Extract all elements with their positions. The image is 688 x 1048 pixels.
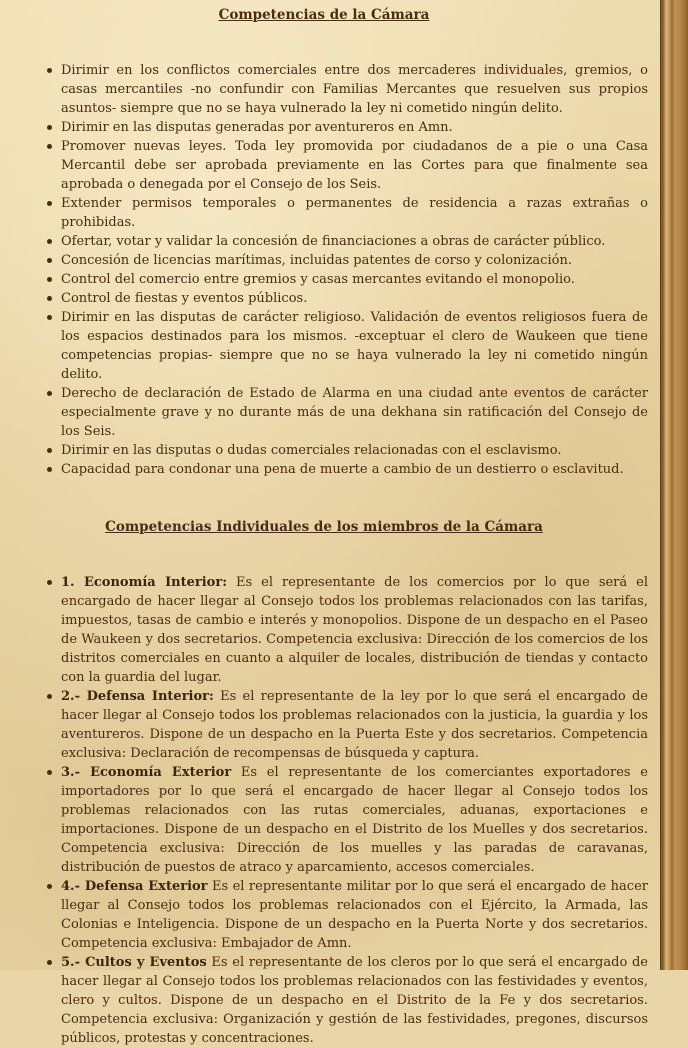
member-item-defensa-interior [61, 687, 648, 763]
list-item: Control de fiestas y eventos públicos. [61, 289, 648, 308]
list-item: Promover nuevas leyes. Toda ley promovida por ciudadanos de a pie o una Casa Mercantil debe ser aprobada previamente en las Cortes para que finalmente sea aprobada o denegada por el Consejo de los Seis. [61, 139, 648, 192]
decorative-frame-border [660, 0, 688, 970]
member-title: 2.- Defensa Interior: [61, 689, 214, 704]
list-item: Capacidad para condonar una pena de muerte a cambio de un destierro o esclavitud. [61, 460, 648, 479]
list-item: Dirimir en los conflictos comerciales entre dos mercaderes individuales, gremios, o casas mercantiles -no confundir con Familias Mercantes que resuelven sus propios asuntos- siempre que no se haya vulnerado la ley ni cometido ningún delito. [61, 63, 648, 116]
member-title: 3.- Economía Exterior [61, 765, 232, 780]
list-item: Concesión de licencias marítimas, incluidas patentes de corso y colonización. [61, 251, 648, 270]
competencias-list [0, 61, 648, 479]
list-item: Derecho de declaración de Estado de Alarma en una ciudad ante eventos de carácter especialmente grave y no durante más de una dekhana sin ratificación del Consejo de los Seis. [61, 386, 648, 439]
member-item-defensa-exterior [61, 877, 648, 953]
section-title-competencias-camara: Competencias de la Cámara [218, 7, 430, 23]
member-title: 5.- Cultos y Eventos [61, 955, 207, 970]
member-description: Es el representante de la ley por lo que será el encargado de hacer llegar al Consejo todos los problemas relacionados con la justicia, la guardia y los aventureros. Dispone de un despacho en la Puerta Este y dos secretarios. Competencia exclusiva: Declaración de recompensas de búsqueda y captura. [61, 689, 648, 761]
member-item-cultos-eventos [61, 953, 648, 1048]
list-item: Dirimir en las disputas generadas por aventureros en Amn. [61, 118, 648, 137]
list-item: Dirimir en las disputas o dudas comerciales relacionadas con el esclavismo. [61, 441, 648, 460]
list-item: Extender permisos temporales o permanentes de residencia a razas extrañas o prohibidas. [61, 196, 648, 230]
list-item: Control del comercio entre gremios y casas mercantes evitando el monopolio. [61, 270, 648, 289]
section-title-competencias-individuales: Competencias Individuales de los miembros de la Cámara [105, 519, 543, 535]
list-item: Ofertar, votar y validar la concesión de financiaciones a obras de carácter público. [61, 232, 648, 251]
member-item-economia-exterior [61, 763, 648, 877]
member-description: Es el representante militar por lo que será el encargado de hacer llegar al Consejo todos los problemas relacionados con el Ejército, la Armada, las Colonias e Inteligencia. Dispone de un despacho en la Puerta Norte y dos secretarios. Competencia exclusiva: Embajador de Amn. [61, 879, 648, 951]
member-description: Es el representante de los comercios por lo que será el encargado de hacer llegar al Consejo todos los problemas relacionados con las tarifas, impuestos, tasas de cambio e interés y monopolios. Dispone de un despacho en el Paseo de Waukeen y dos secretarios. Competencia exclusiva: Dirección de los comercios de los distritos comerciales en cuanto a alquiler de locales, distribución de tiendas y contacto con la guardia del lugar. [61, 575, 648, 685]
member-description: Es el representante de los cleros por lo que será el encargado de hacer llegar al Consejo todos los problemas relacionados con las festividades y eventos, clero y cultos. Dispone de un despacho en el Distrito de la Fe y dos secretarios. Competencia exclusiva: Organización y gestión de las festividades, pregones, discursos públicos, protestas y concentraciones. [61, 955, 648, 1046]
member-competencias-list [0, 573, 648, 1048]
member-title: 4.- Defensa Exterior [61, 879, 208, 894]
member-description: Es el representante de los comerciantes exportadores e importadores por lo que será el encargado de hacer llegar al Consejo todos los problemas relacionados con las rutas comerciales, aduanas, exportaciones e importaciones. Dispone de un despacho en el Distrito de los Muelles y dos secretarios. Competencia exclusiva: Dirección de los muelles y las paradas de caravanas, distribución de puestos de atraco y aparcamiento, accesos comerciales. [61, 765, 648, 875]
list-item: Dirimir en las disputas de carácter religioso. Validación de eventos religiosos fuera de los espacios destinados para los mismos. -exceptuar el clero de Waukeen que tiene competencias propias- siempre que no se haya vulnerado la ley ni cometido ningún delito. [61, 310, 648, 382]
member-title: 1. Economía Interior: [61, 575, 228, 590]
member-item-economia-interior [61, 573, 648, 687]
